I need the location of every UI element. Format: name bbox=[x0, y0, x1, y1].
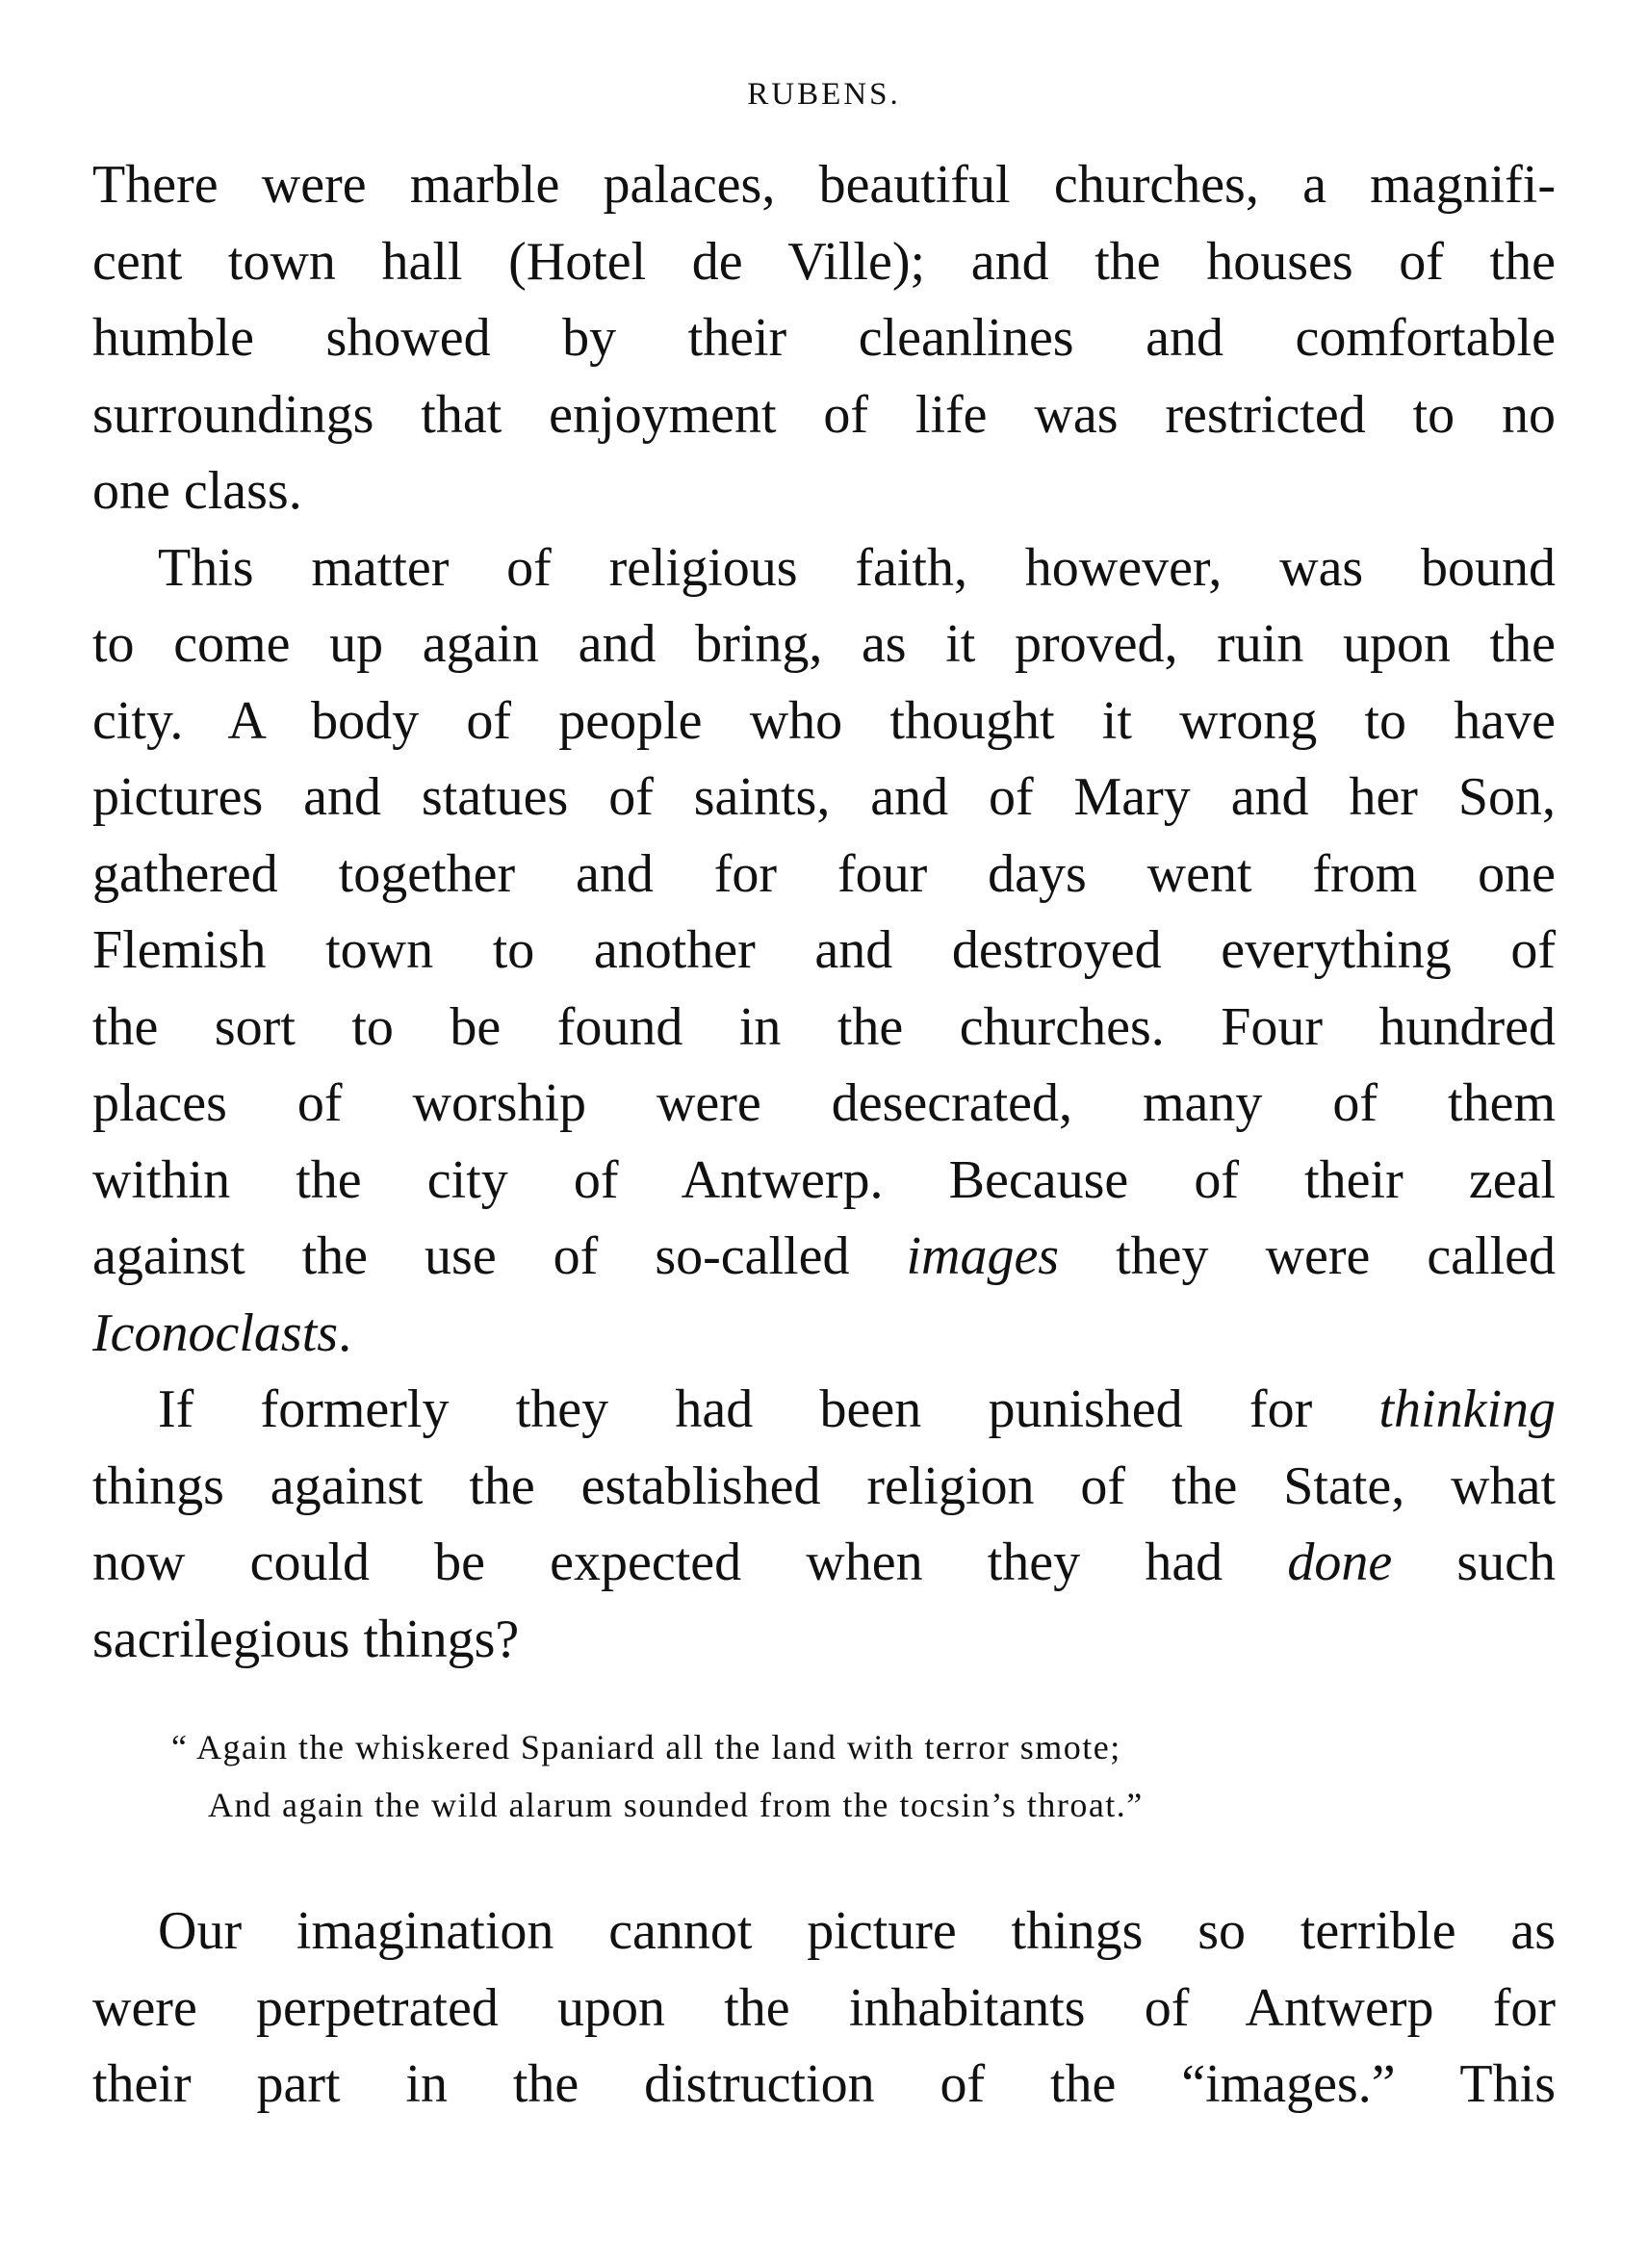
text-line: pictures and statues of saints, and of Mary and her Son, bbox=[92, 767, 1556, 827]
verse-line: “ Again the whiskered Spaniard all the land with terror smote; bbox=[171, 1728, 1121, 1766]
text-segment: . bbox=[338, 1302, 352, 1363]
text-line bbox=[92, 1525, 1556, 1602]
text-line: Our imagination cannot picture things so terrible as bbox=[158, 1901, 1556, 1961]
text-line: This matter of religious faith, however, was bound bbox=[158, 537, 1556, 598]
text-segment: such bbox=[1456, 1533, 1556, 1592]
text-segment: they were called bbox=[1116, 1226, 1556, 1286]
italic-word: thinking bbox=[1378, 1379, 1557, 1439]
italic-word: Iconoclasts bbox=[92, 1302, 339, 1363]
paragraph-4 bbox=[92, 1894, 1556, 2124]
text-segment: against the use of so-called bbox=[92, 1226, 850, 1286]
text-segment: now could be expected when they had bbox=[92, 1533, 1223, 1592]
text-line bbox=[92, 1372, 1556, 1449]
paragraph-2 bbox=[92, 530, 1556, 1373]
text-line: one class. bbox=[92, 461, 302, 521]
text-line: the sort to be found in the churches. Four hundred bbox=[92, 996, 1556, 1057]
text-line: cent town hall (Hotel de Ville); and the houses of the bbox=[92, 231, 1556, 292]
text-line: were perpetrated upon the inhabitants of Antwerp for bbox=[92, 1977, 1556, 2038]
text-line: things against the established religion of the State, what bbox=[92, 1456, 1556, 1516]
italic-word: images bbox=[906, 1226, 1060, 1286]
text-line: surroundings that enjoyment of life was restricted to no bbox=[92, 384, 1556, 445]
text-line: places of worship were desecrated, many of them bbox=[92, 1073, 1556, 1133]
running-head: RUBENS. bbox=[747, 77, 901, 112]
text-line: within the city of Antwerp. Because of their zeal bbox=[92, 1149, 1556, 1210]
paragraph-1 bbox=[92, 147, 1556, 530]
text-line: Flemish town to another and destroyed everything of bbox=[92, 920, 1556, 980]
verse-line: And again the wild alarum sounded from the tocsin’s throat.” bbox=[208, 1786, 1144, 1824]
text-line: to come up again and bring, as it proved, ruin upon the bbox=[92, 614, 1556, 674]
text-line: city. A body of people who thought it wrong to have bbox=[92, 690, 1556, 751]
text-line: their part in the distruction of the “images.” This bbox=[92, 2054, 1556, 2114]
paragraph-3 bbox=[92, 1372, 1556, 1678]
text-line: sacrilegious things? bbox=[92, 1609, 520, 1669]
text-line bbox=[92, 1296, 1556, 1373]
text-line bbox=[92, 1219, 1556, 1296]
text-line: humble showed by their cleanlines and comfortable bbox=[92, 308, 1556, 368]
italic-word: done bbox=[1287, 1533, 1393, 1592]
text-segment: If formerly they had been punished for bbox=[158, 1379, 1313, 1439]
text-line: There were marble palaces, beautiful churches, a magnifi- bbox=[92, 155, 1556, 215]
book-page bbox=[92, 77, 1556, 2124]
verse-quotation bbox=[92, 1718, 1556, 1834]
text-line: gathered together and for four days went from one bbox=[92, 843, 1556, 904]
